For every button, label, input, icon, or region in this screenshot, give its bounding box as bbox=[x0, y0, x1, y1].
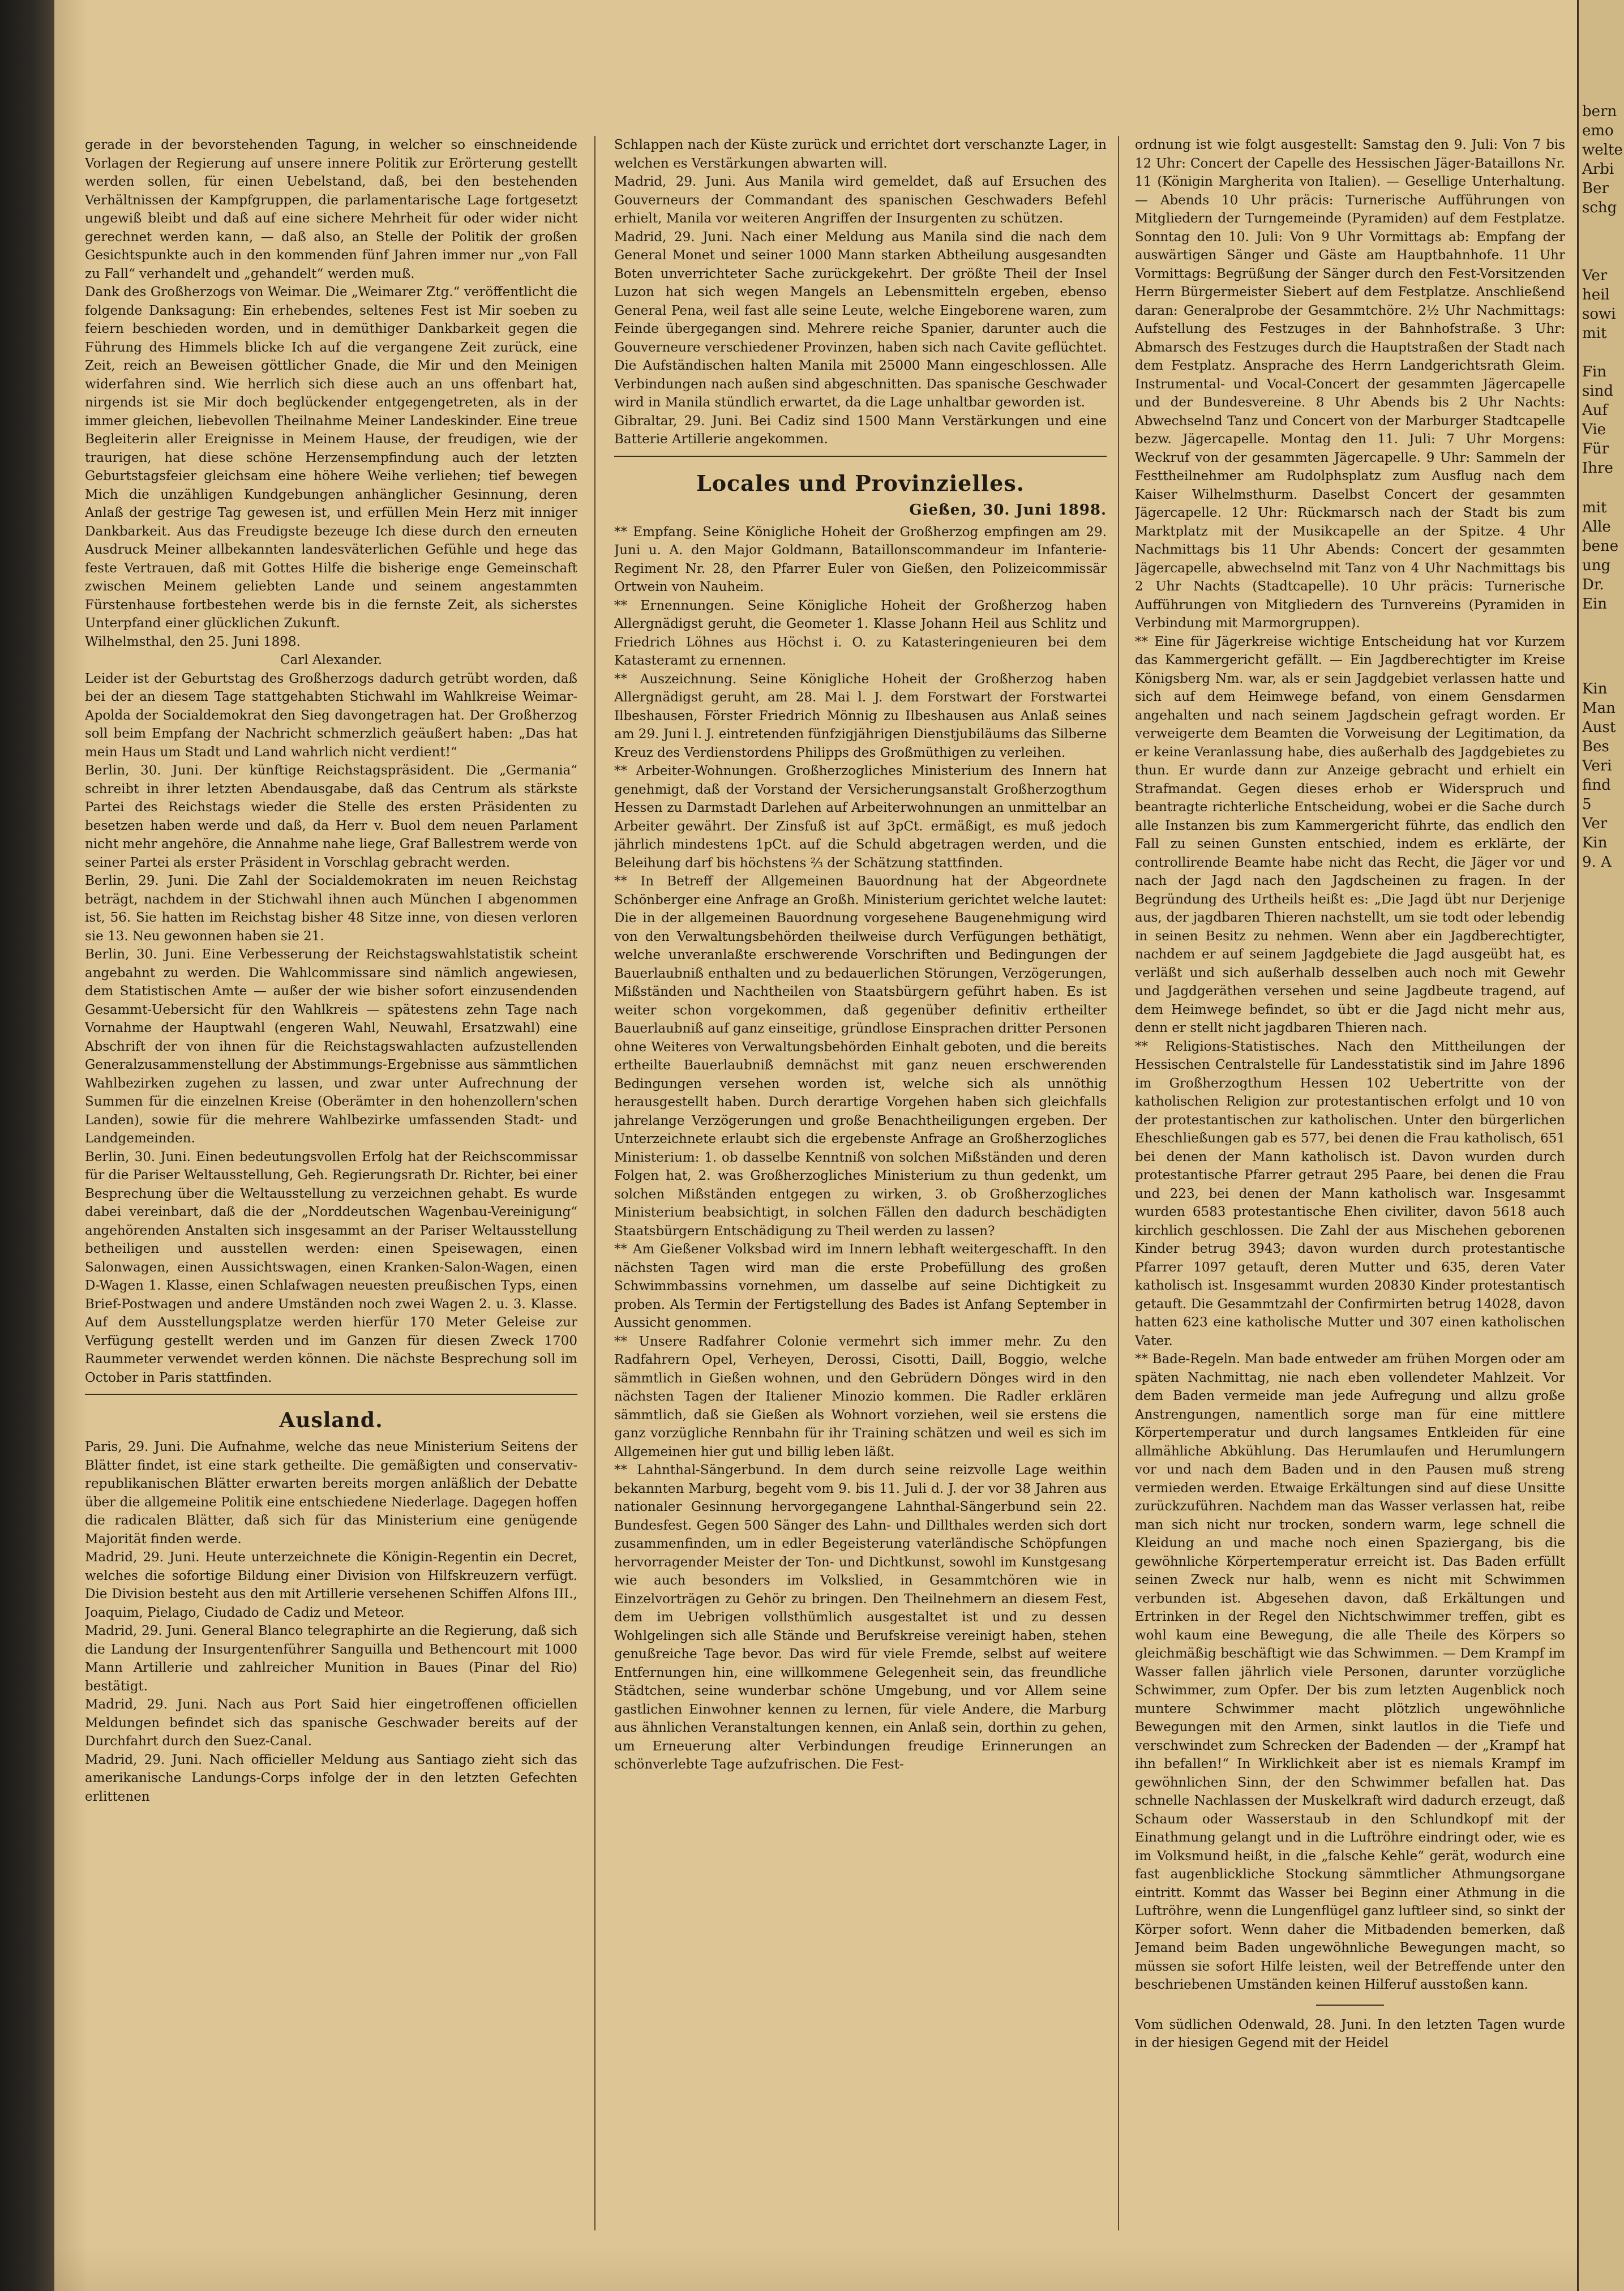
article-bade-regeln: ** Bade-Regeln. Man bade entweder am frühen Morgen oder am späten Nachmittag, nie nach eben vollendeter Mahlzeit. Vor dem Baden vermeide man jede Aufregung und allzu große Anstrengungen, namentlich sorge man für eine mittlere Körpertemperatur und durch langsames Entkleiden für eine allmähliche Abkühlung. Das Herumlaufen und Herumlungern vor und nach dem Baden und in den Pausen muß streng vermieden werden. Etwaige Erkältungen sind auf diese Unsitte zurückzuführen. Nachdem man das Wasser verlassen hat, reibe man sich nicht nur trocken, sondern warm, lege schnell die Kleidung an und mache noch einen Spaziergang, bis die gewöhnliche Körpertemperatur erreicht ist. Das Baden erfüllt seinen Zweck nur halb, wenn es nicht mit Schwimmen verbunden ist. Abgesehen davon, daß Erkältungen und Ertrinken in der Regel den Nichtschwimmer treffen, gibt es wohl kaum eine Bewegung, die alle Theile des Körpers so gleichmäßig beschäftigt wie das Schwimmen. — Dem Krampf im Wasser fallen jährlich viele Personen, darunter vorzügliche Schwimmer, zum Opfer. Der bis zum letzten Augenblick noch muntere Schwimmer macht plötzlich ungewöhnliche Bewegungen mit den Armen, sinkt lautlos in die Tiefe und verschwindet zum Schrecken der Badenden — der „Krampf hat ihn befallen!“ In Wirklichkeit aber ist es niemals Krampf im gewöhnlichen Sinn, der den Schwimmer befallen hat. Das schnelle Nachlassen der Muskelkraft wird dadurch erzeugt, daß Schaum oder Wasserstaub in den Schlundkopf mit der Einathmung gelangt und in die Luftröhre eindringt oder, wie es im Volksmund heißt, in die „falsche Kehle“ gerät, wodurch eine fast augenblickliche Stockung sämmtlicher Athmungsorgane eintritt. Kommt das Wasser bei Beginn einer Athmung in die Luftröhre, wenn die Lungenflügel ganz luftleer sind, so sinkt der Körper sofort. Wenn daher die Mitbadenden bemerken, daß Jemand beim Baden ungewöhnliche Bewegungen macht, so müssen sie sofort Hilfe leisten, weil der Betreffende unter den beschriebenen Umständen keinen Hilferuf ausstoßen kann. bbox=[1135, 1352, 1565, 1992]
article-manila-governor: Madrid, 29. Juni. Aus Manila wird gemeldet, daß auf Ersuchen des Gouverneurs der Commandant des spanischen Geschwaders Befehl erhielt, Manila vor weiteren Angriffen der Insurgenten zu schützen. bbox=[614, 174, 1107, 226]
article-radfahrer: ** Unsere Radfahrer Colonie vermehrt sich immer mehr. Zu den Radfahrern Opel, Verheyen, Derossi, Cisotti, Daill, Boggio, welche sämmtlich in Gießen wohnen, und den Gebrüdern Dönges wird in den nächsten Tagen der Italiener Minozio kommen. Die Radler erklären sämmtlich, daß sie Gießen als Wohnort vorziehen, weil sie erstens die ganz vorzügliche Rennbahn für ihr Training schätzen und weil es sich im Allgemeinen hier gut und billig leben läßt. bbox=[614, 1334, 1107, 1459]
edge-fragment: Dr. bbox=[1582, 576, 1604, 593]
edge-fragment: Veri bbox=[1582, 757, 1612, 774]
article-paris-exhibition: Berlin, 30. Juni. Einen bedeutungsvollen Erfolg hat der Reichscommissar für die Pariser Weltausstellung, Geh. Regierungsrath Dr. Richter, bei einer Besprechung über die Weltausstellung zu verzeichnen gehabt. Es wurde dabei vereinbart, daß die der „Norddeutschen Wagenbau-Vereinigung“ angehörenden Anstalten sich insgesammt an der Pariser Weltausstellung betheiligen und ausstellen werden: einen Speisewagen, einen Salonwagen, einen Aussichtswagen, einen Kranken-Salon-Wagen, einen D-Wagen 1. Klasse, einen Schlafwagen neuesten preußischen Typs, einen Brief-Postwagen und andere Umständen noch zwei Wagen 2. u. 3. Klasse. Auf dem Ausstellungsplatze werden hierfür 170 Meter Geleise zur Verfügung gestellt werden und im Ganzen für diesen Zweck 1700 Raummeter verwendet werden können. Die nächste Besprechung soll im October in Paris stattfinden. bbox=[85, 1149, 577, 1385]
edge-fragment: mit bbox=[1582, 499, 1607, 516]
article-festordnung: ordnung ist wie folgt ausgestellt: Samstag den 9. Juli: Von 7 bis 12 Uhr: Concert der Capelle des Hessischen Jäger-Bataillons Nr. 11 (Königin Margherita von Italien). — Gesellige Unterhaltung. — Abends 10 Uhr präcis: Turnerische Aufführungen von Mitgliedern der Turngemeinde (Pyramiden) auf dem Festplatze. Sonntag den 10. Juli: Von 9 Uhr Vormittags ab: Empfang der auswärtigen Sänger und Gäste am Hauptbahnhofe. 11 Uhr Vormittags: Begrüßung der Sänger durch den Fest-Vorsitzenden Herrn Bürgermeister Siebert auf dem Festplatze. Anschließend daran: Generalprobe der Gesammtchöre. 2½ Uhr Nachmittags: Aufstellung des Festzuges in der Bahnhofstraße. 3 Uhr: Abmarsch des Festzuges durch die Hauptstraßen der Stadt nach dem Festplatz. Ansprache des Herrn Landgerichtsrath Gleim. Instrumental- und Vocal-Concert der gesammten Jägercapelle und der Bundesvereine. 8 Uhr Abends bis 2 Uhr Nachts: Abwechselnd Tanz und Concert von der Marburger Stadtcapelle bezw. Jägercapelle. Montag den 11. Juli: 7 Uhr Morgens: Weckruf von der gesammten Jägercapelle. 9 Uhr: Sammeln der Festtheilnehmer am Rudolphsplatz zum Ausflug nach dem Kaiser Wilhelmsthurm. Daselbst Concert der gesammten Jägercapelle. 12 Uhr: Rückmarsch nach der Stadt bis zum Marktplatz mit der Musikcapelle an der Spitze. 4 Uhr Nachmittags bis 11 Uhr Abends: Concert der gesammten Jägercapelle, abwechselnd mit Tanz von 4 Uhr Nachmittags bis 2 Uhr Nachts (Stadtcapelle). 10 Uhr präcis: Turnerische Aufführungen von Mitgliedern des Turnvereins (Pyramiden in Verbindung mit Marmorgruppen). bbox=[1135, 138, 1565, 631]
edge-fragment: 5 bbox=[1582, 796, 1592, 813]
column-divider bbox=[594, 136, 595, 2230]
article-saengerbund: ** Lahnthal-Sängerbund. In dem durch seine reizvolle Lage weithin bekannten Marburg, begeht vom 9. bis 11. Juli d. J. der vor 38 Jahren aus nationaler Gesinnung hervorgegangene Lahnthal-Sängerbund sein 22. Bundesfest. Gegen 500 Sänger des Lahn- und Dillthales werden sich dort zusammenfinden, um in edler Begeisterung vaterländische Schöpfungen hervorragender Meister der Ton- und Dichtkunst, sowohl im Kunstgesang wie auch besonders im Volkslied, in Gesammtchören wie in Einzelvorträgen zu Gehör zu bringen. Den Theilnehmern an diesem Fest, dem im Uebrigen vollsthümlich ausgestaltet ist und zu dessen Wohlgelingen sich alle Stände und Berufskreise vereinigt haben, stehen genußreiche Tage bevor. Das wird für viele Fremde, selbst auf weitere Entfernungen hin, eine willkommene Gelegenheit sein, das freundliche Städtchen, seine wunderbar schöne Umgebung, und vor Allem seine gastlichen Einwohner kennen zu lernen, für viele Andere, die Marburg aus ähnlichen Veranstaltungen kennen, ein Anlaß sein, dorthin zu gehen, um Erneuerung alter Verbindungen freudige Erinnerungen an schönverlebte Tage aufzufrischen. Die Fest- bbox=[614, 1463, 1107, 1772]
column-3 bbox=[1135, 136, 1565, 2230]
article-grand-duke-thanks: Dank des Großherzogs von Weimar. Die „Weimarer Ztg.“ veröffentlicht die folgende Danksagung: Ein erhebendes, seltenes Fest ist Mir soeben zu feiern beschieden worden, und in demüthiger Dankbarkeit gegen die Führung des Himmels blicke Ich auf die vergangene Zeit zurück, eine Zeit, reich an Beweisen göttlicher Gnade, die Mir und den Meinigen widerfahren sind. Wie herrlich sich diese auch an uns offenbart hat, nirgends ist sie Mir doch beglückender entgegengetreten, als in der immer gleichen, liebevollen Theilnahme Meiner Landeskinder. Eine treue Begleiterin aller Ereignisse in Meinem Hause, der freudigen, wie der traurigen, hat diese schöne Herzensempfindung auch der letzten Geburtstagsfeier gleichsam eine höhere Weihe verliehen; tief bewegen Mich die unzähligen Kundgebungen anhänglicher Gesinnung, deren Anlaß der gestrige Tag gewesen ist, und erfüllen Mein Herz mit inniger Dankbarkeit. Aus das Freudigste bezeuge Ich diese durch den erneuten Ausdruck Meiner allbekannten landesväterlichen Gefühle und hege das feste Vertrauen, daß mit Gottes Hilfe die bisherige enge Gemeinschaft zwischen Meinem geliebten Lande und seinem angestammten Fürstenhause fortbestehen werde bis in die fernste Zeit, als sicherstes Unterpfand einer glücklichen Zukunft. bbox=[85, 285, 577, 631]
edge-fragment: emo bbox=[1582, 122, 1614, 139]
article-odenwald: Vom südlichen Odenwald, 28. Juni. In den letzten Tagen wurde in der hiesigen Gegend mit der Heidel bbox=[1135, 2017, 1565, 2050]
article-bauordnung: ** In Betreff der Allgemeinen Bauordnung hat der Abgeordnete Schönberger eine Anfrage an Großh. Ministerium gerichtet welche lautet: Die in der allgemeinen Bauordnung vorgesehene Baugenehmigung wird von den Verwaltungsbehörden theilweise durch Verfügungen bethätigt, welche unveranlaßte erschwerende Vorschriften und Bedingungen der Bauerlaubniß enthalten und zu bedauerlichen Störungen, Verzögerungen, Mißständen und Nachtheilen von Staatsbürgern geführt haben. Es ist weiter schon vorgekommen, daß gegenüber definitiv ertheilter Bauerlaubniß auf ganz einseitige, gründlose Einsprachen dritter Personen ohne Weiteres von Verwaltungsbehörden Einhalt geboten, und die bereits ertheilte Bauerlaubniß demnächst mit ganz neuen erschwerenden Bedingungen versehen worden ist, welche sich als unnöthig herausgestellt haben. Durch derartige Vorgehen haben sich gleichfalls jahrelange Verzögerungen und große Benachtheiligungen ergeben. Der Unterzeichnete erlaubt sich die ergebenste Anfrage an Großherzogliches Ministerium: 1. ob dasselbe Kenntniß von solchen Mißständen und deren Folgen hat, 2. was Großherzogliches Ministerium zu thun gedenkt, um solchen Mißständen entgegen zu wirken, 3. ob Großherzogliches Ministerium beabsichtigt, in solchen Fällen den dadurch beschädigten Staatsbürgern Entschädigung zu Theil werden zu lassen? bbox=[614, 874, 1107, 1239]
article-socialdemocrats-count: Berlin, 29. Juni. Die Zahl der Socialdemokraten im neuen Reichstag beträgt, nachdem in der Stichwahl ihnen auch München I abgenommen ist, 56. Sie hatten im Reichstag bisher 48 Sitze inne, von diesen verloren sie 13. Neu gewonnen haben sie 21. bbox=[85, 873, 577, 944]
article-jaeger-entscheidung: ** Eine für Jägerkreise wichtige Entscheidung hat vor Kurzem das Kammergericht gefällt. — Ein Jagdberechtigter im Kreise Königsberg Nm. war, als er sein Jagdgebiet verlassen hatte und sich auf dem Heimwege befand, von einem Gensdarmen angehalten und nach seinem Jagdschein gefragt worden. Er verweigerte dem Beamten die Vorweisung der Legitimation, da er keine Veranlassung habe, dies außerhalb des Jagdgebietes zu thun. Er wurde dann zur Anzeige gebracht und erhielt ein Strafmandat. Gegen dieses erhob er Widerspruch und beantragte richterliche Entscheidung, wobei er die Sache durch alle Instanzen bis zum Kammergericht führte, das endlich den Fall zu seinen Gunsten entschied, indem es erklärte, der controllirende Beamte habe nicht das Recht, die Jäger vor und nach der Jagd nach den Jagdscheinen zu fragen. In der Begründung des Urtheils heißt es: „Die Jagd übt nur Derjenige aus, der jagdbaren Thieren nachstellt, um sie todt oder lebendig in seinen Besitz zu nehmen. Wenn aber ein Jagdberechtigter, nachdem er auf seinem Jagdgebiete die Jagd ausgeübt hat, es verläßt und sich außerhalb desselben auch noch mit Gewehr und Jagdgeräthen versehen und seine Jagdbeute tragend, auf dem Heimwege befindet, so übt er die Jagd nicht mehr aus, denn er stellt nicht jagdbaren Thieren nach. bbox=[1135, 634, 1565, 1035]
column-divider bbox=[1118, 136, 1119, 2230]
article-empfang: ** Empfang. Seine Königliche Hoheit der Großherzog empfingen am 29. Juni u. A. den Major Goldmann, Bataillonscommandeur im Infanterie-Regiment Nr. 28, den Pfarrer Euler von Gießen, den Polizeicommissär Ortwein von Nauheim. bbox=[614, 524, 1107, 594]
edge-fragment: Ein bbox=[1582, 596, 1608, 613]
edge-fragment: schg bbox=[1582, 199, 1617, 216]
edge-fragment: sowi bbox=[1582, 306, 1616, 323]
edge-fragment: Für bbox=[1582, 440, 1609, 457]
edge-fragment: Aust bbox=[1582, 719, 1616, 736]
article-reichstag-president: Berlin, 30. Juni. Der künftige Reichstagspräsident. Die „Germania“ schreibt in ihrer letzten Abendausgabe, daß das Centrum als stärkste Partei des Reichstags wieder die Stelle des ersten Präsidenten zu besetzen haben werde und daß, da Herr v. Buol dem neuen Parlament nicht mehr angehöre, die Annahme nahe liege, Graf Ballestrem werde von seiner Partei als erster Präsident in Vorschlag gebracht werden. bbox=[85, 763, 577, 870]
edge-fragment: Kin bbox=[1582, 834, 1608, 851]
edge-fragment: Ver bbox=[1582, 267, 1608, 284]
article-gibraltar: Gibraltar, 29. Juni. Bei Cadiz sind 1500 Mann Verstärkungen und eine Batterie Artillerie angekommen. bbox=[614, 413, 1107, 447]
edge-fragment: find bbox=[1582, 777, 1611, 794]
column-2 bbox=[614, 136, 1107, 2230]
edge-fragment: bern bbox=[1582, 103, 1617, 120]
dateline-giessen: Gießen, 30. Juni 1898. bbox=[909, 501, 1107, 519]
edge-fragment: Man bbox=[1582, 700, 1616, 717]
section-heading-ausland: Ausland. bbox=[279, 1408, 383, 1432]
article-paris-ministry: Paris, 29. Juni. Die Aufnahme, welche das neue Ministerium Seitens der Blätter findet, ist eine stark getheilte. Die gemäßigten und conservativ-republikanischen Blätter erwarten bereits morgen anläßlich der Debatte über die allgemeine Politik eine entschiedene Niederlage. Dagegen hoffen die radicalen Blätter, daß sich für das Ministerium eine genügende Majorität finden werde. bbox=[85, 1440, 577, 1547]
edge-fragment: Arbi bbox=[1582, 161, 1614, 178]
column-1 bbox=[85, 136, 577, 2230]
article-madrid-santiago: Madrid, 29. Juni. Nach officieller Meldung aus Santiago zieht sich das amerikanische Landungs-Corps infolge der in den letzten Gefechten erlittenen bbox=[85, 1752, 577, 1804]
article-volksbad: ** Am Gießener Volksbad wird im Innern lebhaft weitergeschafft. In den nächsten Tagen wird man die erste Probefüllung des großen Schwimmbassins vornehmen, um dasselbe auf seine Dichtigkeit zu proben. Als Termin der Fertigstellung des Bades ist Anfang September in Aussicht genommen. bbox=[614, 1242, 1107, 1330]
edge-fragment: mit bbox=[1582, 325, 1607, 342]
edge-fragment: heil bbox=[1582, 286, 1610, 303]
edge-fragment: Vie bbox=[1582, 421, 1606, 438]
adjacent-page-edge bbox=[1577, 0, 1624, 2291]
edge-fragment: Ber bbox=[1582, 180, 1609, 197]
edge-fragment: Ihre bbox=[1582, 460, 1613, 477]
article-madrid-auxiliary-cruisers: Madrid, 29. Juni. Heute unterzeichnete die Königin-Regentin ein Decret, welches die sofortige Bildung einer Division von Hilfskreuzern verfügt. Die Division besteht aus den mit Artillerie versehenen Schiffen Alfons III., Joaquim, Pielago, Ciudado de Cadiz und Meteor. bbox=[85, 1550, 577, 1620]
thanks-place-date: Wilhelmsthal, den 25. Juni 1898. bbox=[85, 634, 301, 649]
edge-fragment: Auf bbox=[1582, 402, 1608, 419]
section-rule bbox=[614, 456, 1107, 457]
article-birthday-election: Leider ist der Geburtstag des Großherzogs dadurch getrübt worden, daß bei der an diesem Tage stattgehabten Stichwahl im Wahlkreise Weimar-Apolda der Socialdemokrat den Sieg davongetragen hat. Der Großherzog soll beim Empfang der Nachricht schmerzlich geäußert haben: „Das hat mein Haus um Stadt und Land wahrlich nicht verdient!“ bbox=[85, 671, 577, 760]
edge-fragment: Fin bbox=[1582, 363, 1607, 380]
article-santiago-continued: Schlappen nach der Küste zurück und errichtet dort verschanzte Lager, in welchen es Verstärkungen abwarten will. bbox=[614, 138, 1107, 171]
article-arbeiter-wohnungen: ** Arbeiter-Wohnungen. Großherzogliches Ministerium des Innern hat genehmigt, daß der Vorstand der Versicherungsanstalt Großherzogthum Hessen zu Darmstadt Darlehen auf Arbeiterwohnungen an unmittelbar an Arbeiter gewährt. Der Zinsfuß ist auf 3pCt. ermäßigt, es muß jedoch jährlich mindestens 1pCt. auf die Schuld abgetragen werden, und die Beleihung darf bis höchstens ⅔ der Schätzung stattfinden. bbox=[614, 764, 1107, 871]
edge-fragment: Alle bbox=[1582, 519, 1611, 536]
article-madrid-blanco: Madrid, 29. Juni. General Blanco telegraphirte an die Regierung, daß sich die Landung der Insurgentenführer Sanguilla und Bethencourt mit 1000 Mann Artillerie und zahlreicher Munition in Baues (Pinar del Rio) bestätigt. bbox=[85, 1624, 577, 1694]
article-ernennungen: ** Ernennungen. Seine Königliche Hoheit der Großherzog haben Allergnädigst geruht, die Geometer 1. Klasse Johann Heil aus Schlitz und Friedrich Löhnes aus Höchst i. O. zu Katasteringenieuren bei dem Katasteramt zu ernennen. bbox=[614, 598, 1107, 668]
article-election-statistics: Berlin, 30. Juni. Eine Verbesserung der Reichstagswahlstatistik scheint angebahnt zu werden. Die Wahlcommissare sind nämlich angewiesen, dem Statistischen Amte — außer der wie bisher sofort einzusendenden Gesammt-Uebersicht für den Wahlkreis — spätestens zehn Tage nach Vornahme der Hauptwahl (engeren Wahl, Neuwahl, Ersatzwahl) eine Abschrift der von ihnen für die Reichstagswahlacten aufzustellenden Generalzusammenstellung der Abstimmungs-Ergebnisse aus sämmtlichen Wahlbezirken zugehen zu lassen, und zwar unter Aufrechnung der Summen für die einzelnen Kreise (Oberämter in den hohenzollern'schen Landen), sowie für die mehrere Wahlbezirke umfassenden Stadt- und Landgemeinden. bbox=[85, 947, 577, 1146]
edge-fragment: Bes bbox=[1582, 738, 1609, 755]
edge-fragment: ung bbox=[1582, 557, 1611, 574]
article-manila-siege: Madrid, 29. Juni. Nach einer Meldung aus Manila sind die nach dem General Monet und seiner 1000 Mann starken Abtheilung ausgesandten Boten unverrichteter Sache zurückgekehrt. Der größte Theil der Insel Luzon hat sich wegen Mangels an Lebensmitteln ergeben, ebenso General Pena, weil fast alle seine Leute, welche Eingeborene waren, zum Feinde übergegangen sind. Mehrere reiche Spanier, darunter auch die Gouverneure verschiedener Provinzen, haben sich nach Cavite geflüchtet. Die Aufständischen halten Manila mit 25000 Mann eingeschlossen. Alle Verbindungen nach außen sind abgeschnitten. Das spanische Geschwader wird in Manila stündlich erwartet, da die Lage unhaltbar geworden ist. bbox=[614, 229, 1107, 410]
edge-fragment: Kin bbox=[1582, 680, 1608, 697]
edge-fragment: bene bbox=[1582, 538, 1619, 555]
edge-fragment: Ver bbox=[1582, 815, 1608, 832]
article-madrid-suez: Madrid, 29. Juni. Nach aus Port Said hier eingetroffenen officiellen Meldungen befindet sich das spanische Geschwader bereits auf der Durchfahrt durch den Suez-Canal. bbox=[85, 1697, 577, 1749]
article-auszeichnung: ** Auszeichnung. Seine Königliche Hoheit der Großherzog haben Allergnädigst geruht, am 28. Mai l. J. dem Forstwart der Forstwartei Ilbeshausen, Förster Friedrich Mönnig zu Ilbeshausen aus Anlaß seines am 29. Juni l. J. eintretenden fünfzigjährigen Dienstjubiläums das Silberne Kreuz des Verdienstordens Philipps des Großmüthigen zu verleihen. bbox=[614, 671, 1107, 760]
section-rule bbox=[85, 1394, 577, 1395]
thanks-signature: Carl Alexander. bbox=[280, 653, 383, 667]
section-heading-locales: Locales und Provinzielles. bbox=[696, 470, 1025, 496]
article-separator bbox=[1316, 2005, 1384, 2006]
edge-fragment: 9. A bbox=[1582, 854, 1612, 871]
article-reichstag-majority: gerade in der bevorstehenden Tagung, in welcher so einschneidende Vorlagen der Regierung auf unsere innere Politik zur Erörterung gestellt werden sollen, für einen Uebelstand, daß, bei den bestehenden Verhältnissen der Kampfgruppen, die parlamentarische Lage fortgesetzt ungewiß bleibt und daß auf eine sichere Mehrheit für oder wider nicht gerechnet werden kann, — daß also, an Stelle der Politik der großen Gesichtspunkte auch in den kommenden fünf Jahren immer nur „von Fall zu Fall“ verhandelt und „gehandelt“ werden muß. bbox=[85, 138, 577, 281]
edge-fragment: welte bbox=[1582, 142, 1623, 159]
edge-fragment: sind bbox=[1582, 383, 1614, 400]
article-religions-statistik: ** Religions-Statistisches. Nach den Mittheilungen der Hessischen Centralstelle für Landesstatistik sind im Jahre 1896 im Großherzogthum Hessen 102 Uebertritte von der katholischen Religion zur protestantischen erfolgt und 10 von der protestantischen zur katholischen. Unter den bürgerlichen Eheschließungen gab es 577, bei denen die Frau katholisch, 651 bei denen der Mann katholisch ist. Davon wurden durch protestantische Pfarrer getraut 295 Paare, bei denen die Frau und 223, bei denen der Mann katholisch war. Insgesammt wurden 6583 protestantische Ehen civiliter, davon 5618 auch kirchlich geschlossen. Die Zahl der aus Mischehen geborenen Kinder betrug 3943; davon wurden durch protestantische Pfarrer 1097 getauft, deren Mutter und 635, deren Vater katholisch ist. Insgesammt wurden 20830 Kinder protestantisch getauft. Die Gesammtzahl der Confirmirten betrug 14028, davon hatten 623 eine katholische Mutter und 307 einen katholischen Vater. bbox=[1135, 1039, 1565, 1348]
book-binding bbox=[0, 0, 54, 2291]
